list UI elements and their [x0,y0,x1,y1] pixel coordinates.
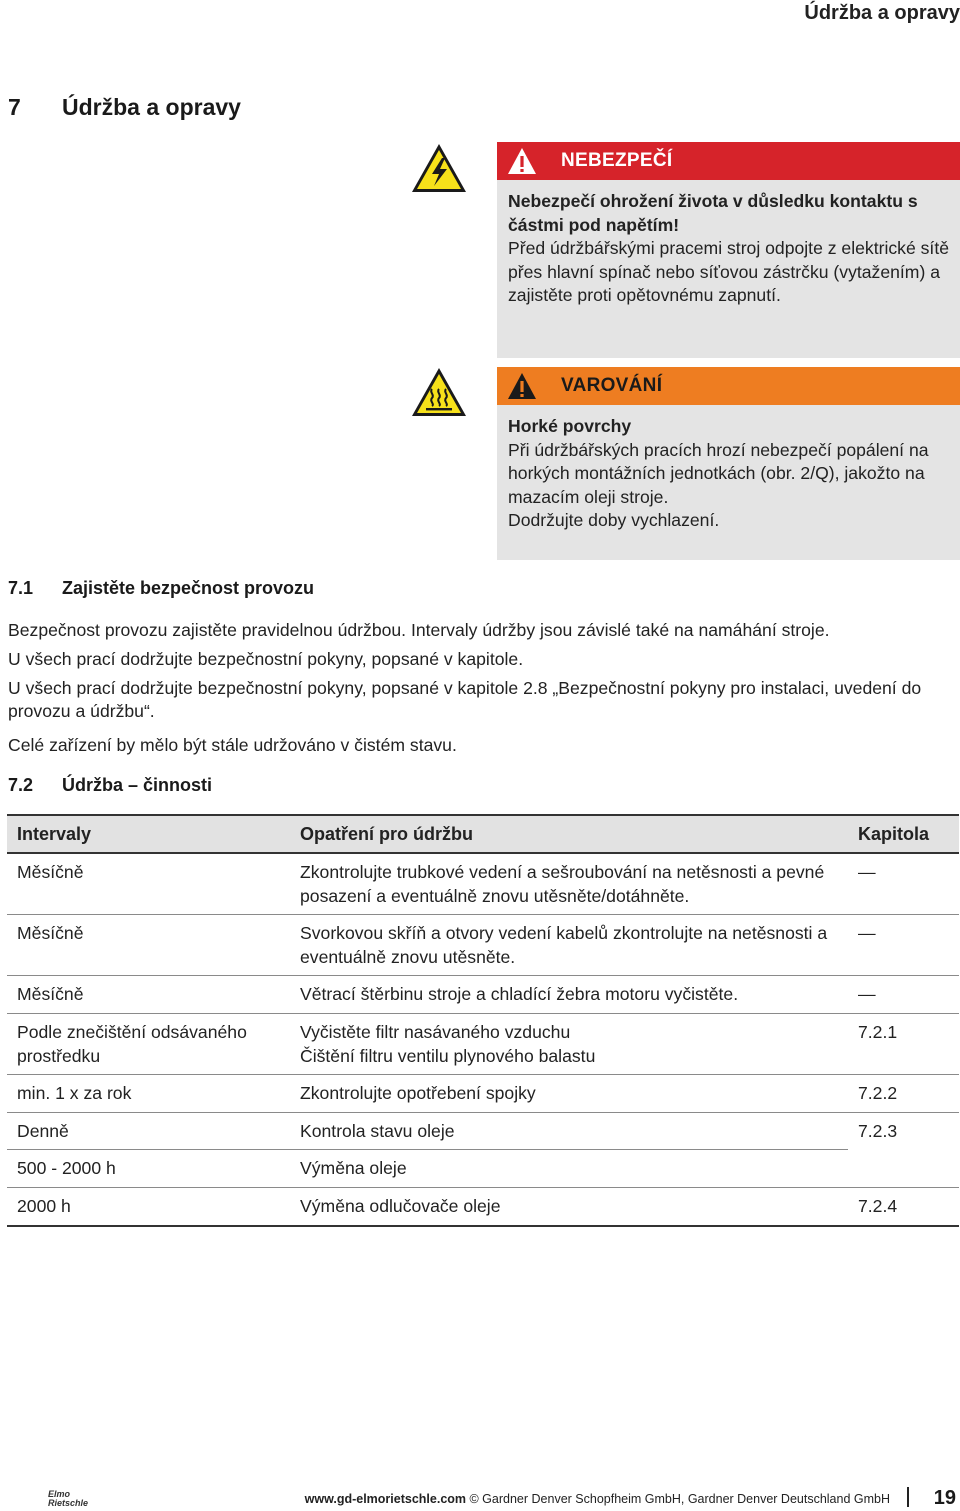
measure-cell: Zkontrolujte trubkové vedení a sešroubování na netěsnosti a pevné posazení a eventuálně znovu utěsněte/dotáhněte. [290,853,848,915]
table-row [7,1150,959,1188]
chapter-cell: — [848,853,959,915]
logo-text: Rietschle [48,1498,89,1508]
table-row [7,1075,959,1113]
chapter-cell: 7.2.2 [848,1075,959,1113]
chapter-cell: — [848,976,959,1014]
chapter-title [8,94,241,121]
warning-label: VAROVÁNÍ [561,375,663,396]
hot-surface-icon [410,366,468,418]
danger-lead: Nebezpečí ohrožení života v důsledku kontaktu s částmi pod napětím! [508,191,918,235]
logo-text: Elmo [48,1489,71,1499]
maintenance-table [7,814,959,1227]
table-row [7,1013,959,1074]
footer-text [305,1492,890,1506]
measure-cell: Větrací štěrbinu stroje a chladící žebra motoru vyčistěte. [290,976,848,1014]
running-header: Údržba a opravy [804,2,960,24]
footer-divider [907,1487,909,1507]
warning-text: Při údržbářských pracích hrozí nebezpečí popálení na horkých montážních jednotkách (obr. 2/Q), jakožto na mazacím oleji stroje. [508,439,929,507]
warning-lead: Horké povrchy [508,416,632,436]
warning-triangle-icon [507,372,537,400]
measure-cell: Zkontrolujte opotřebení spojky [290,1075,848,1113]
interval-cell: min. 1 x za rok [7,1075,290,1113]
danger-text: Před údržbářskými pracemi stroj odpojte z elektrické sítě přes hlavní spínač nebo síťovou zástrčku (vytažením) a zajistěte proti opětovnému zapnutí. [508,238,949,306]
electric-hazard-icon [410,142,468,194]
chapter-cell: 7.2.4 [848,1187,959,1225]
measure-cell: Výměna oleje [290,1150,848,1188]
warning-bar [497,367,960,405]
measure-cell [290,1013,848,1074]
danger-bar [497,142,960,180]
column-header: Opatření pro údržbu [290,815,848,853]
paragraph: Bezpečnost provozu zajistěte pravidelnou údržbou. Intervaly údržby jsou závislé také na namáhání stroje. [8,620,830,640]
interval-cell: 2000 h [7,1187,290,1225]
footer-copyright: © Gardner Denver Schopfheim GmbH, Gardner Denver Deutschland GmbH [466,1492,890,1506]
paragraph: U všech prací dodržujte bezpečnostní pokyny, popsané v kapitole. [8,649,524,669]
table-row [7,853,959,915]
measure-line: Vyčistěte filtr nasávaného vzduchu [300,1021,571,1042]
interval-cell: Měsíčně [7,853,290,915]
paragraph: Celé zařízení by mělo být stále udržováno v čistém stavu. [8,735,457,755]
section-number: 7.2 [8,775,34,795]
chapter-title-text: Údržba a opravy [62,94,241,120]
footer-url[interactable]: www.gd-elmorietschle.com [304,1492,467,1506]
measure-line: Čištění filtru ventilu plynového balastu [300,1045,596,1066]
table-header-row [7,815,959,853]
table-row [7,915,959,976]
section-title: Údržba – činnosti [62,775,213,795]
chapter-number: 7 [8,94,21,120]
interval-cell: Denně [7,1112,290,1150]
section-title: Zajistěte bezpečnost provozu [62,578,315,598]
danger-label: NEBEZPEČÍ [561,150,673,171]
chapter-cell: 7.2.1 [848,1013,959,1074]
warning-text-2: Dodržujte doby vychlazení. [508,510,720,531]
warning-notice [497,367,960,560]
section-heading [8,578,314,599]
chapter-cell: 7.2.3 [848,1112,959,1187]
interval-cell: Podle znečištění odsávaného prostředku [7,1013,290,1074]
section-heading [8,775,212,796]
company-logo [44,1489,104,1509]
column-header: Intervaly [7,815,290,853]
section-number: 7.1 [8,578,34,598]
paragraph: U všech prací dodržujte bezpečnostní pokyny, popsané v kapitole 2.8 „Bezpečnostní pokyny pro instalaci, uvedení do provozu a údržbu“. [8,678,922,722]
measure-cell: Výměna odlučovače oleje [290,1187,848,1225]
interval-cell: 500 - 2000 h [7,1150,290,1188]
chapter-cell: — [848,915,959,976]
measure-cell: Svorkovou skříň a otvory vedení kabelů zkontrolujte na netěsnosti a eventuálně znovu utěsněte. [290,915,848,976]
column-header: Kapitola [848,815,959,853]
measure-cell: Kontrola stavu oleje [290,1112,848,1150]
interval-cell: Měsíčně [7,976,290,1014]
warning-triangle-icon [507,147,537,175]
table-row [7,1112,959,1150]
table-row [7,976,959,1014]
interval-cell: Měsíčně [7,915,290,976]
table-row [7,1187,959,1225]
page-number: 19 [933,1487,956,1509]
danger-notice [497,142,960,358]
